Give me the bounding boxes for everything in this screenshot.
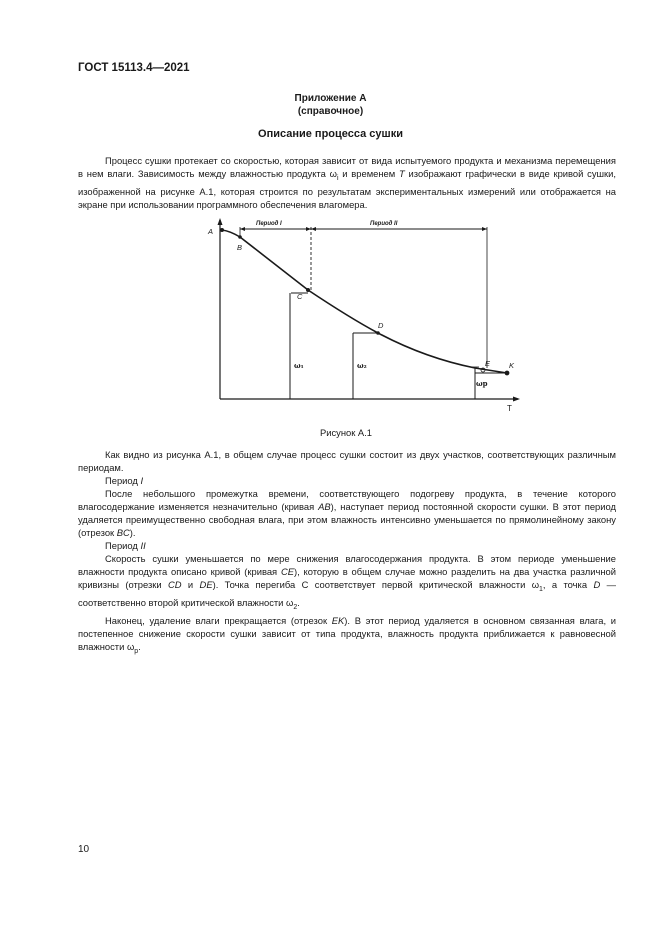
- omega-1-label: ω₁: [294, 361, 304, 370]
- omega-p-label: ωр: [476, 379, 488, 388]
- intro-paragraph: Процесс сушки протекает со скоростью, которая зависит от вида испытуемого продукта и механизма перемещения в нем влаги. Зависимость между влажностью продукта $\omega_i$ и временем T изображают графически в виде кривой сушки, изображенной на рисунке А.1, которая строится по результатам экспериментальных измерений или отображается на экране при использовании программного обеспечения влагомера.: [78, 155, 616, 210]
- page-number: 10: [78, 844, 90, 855]
- omega-2-label: ω₂: [357, 361, 367, 370]
- overview-paragraph: Как видно из рисунка А.1, в общем случае процесс сушки состоит из двух участков, соответствующих различным периодам.: [78, 449, 616, 473]
- final-paragraph: Наконец, удаление влаги прекращается (отрезок EK). В этот период удаляется в основном связанная влага, и постепенное снижение скорости сушки зависит от типа продукта, влажность продукта приближается к равновесной влажности $\omega_р$.: [78, 614, 616, 655]
- label-c: C: [297, 292, 303, 301]
- body-text: [78, 448, 616, 658]
- axis-t-label: T: [507, 404, 512, 413]
- label-e: E: [485, 359, 491, 368]
- period-i-label: Период I: [256, 221, 282, 227]
- appendix-subtitle: (справочное): [297, 106, 364, 117]
- x-axis-arrow: [513, 397, 520, 402]
- period-ii-label: Период II: [370, 221, 398, 227]
- standard-header: ГОСТ 15113.4—2021: [78, 62, 190, 74]
- period-i-heading: Период I: [105, 475, 144, 486]
- label-k: K: [509, 361, 515, 370]
- point-a-marker: [220, 228, 224, 232]
- point-d-marker: [376, 331, 380, 335]
- drying-curve: [222, 230, 507, 373]
- label-b: B: [237, 243, 243, 252]
- section-title: Описание процесса сушки: [258, 128, 403, 140]
- point-c-marker: [306, 288, 310, 292]
- label-d: D: [378, 321, 384, 330]
- point-b-marker: [238, 235, 242, 239]
- intro-text: [78, 154, 616, 211]
- figure-caption: Рисунок А.1: [319, 427, 373, 438]
- label-a: A: [208, 227, 214, 236]
- period-ii-heading: Период II: [105, 540, 146, 551]
- y-axis-arrow: [218, 218, 223, 225]
- drying-curve-figure: [200, 218, 530, 414]
- appendix-heading: [0, 92, 661, 118]
- point-k-marker: [505, 371, 510, 376]
- period-i-paragraph: После небольшого промежутка времени, соответствующего подогреву продукта, в течение которого влагосодержание изменяется незначительно (кривая AB), наступает период постоянной скорости сушки. В этот период удаляется преимущественно свободная влага, при этом влажность интенсивно уменьшается по прямолинейному закону (отрезок BC).: [78, 488, 616, 538]
- appendix-title: Приложение А: [294, 93, 367, 104]
- period-ii-paragraph: Скорость сушки уменьшается по мере снижения влагосодержания продукта. В этом периоде уменьшение влажности продукта описано кривой (кривая CE), которую в общем случае можно разделить на два участка различной кривизны (отрезки CD и DE). Точка перегиба C соответствует первой критической влажности $\omega_1$, а точка D — соответственно второй критической влажности $\omega_2$.: [78, 553, 616, 611]
